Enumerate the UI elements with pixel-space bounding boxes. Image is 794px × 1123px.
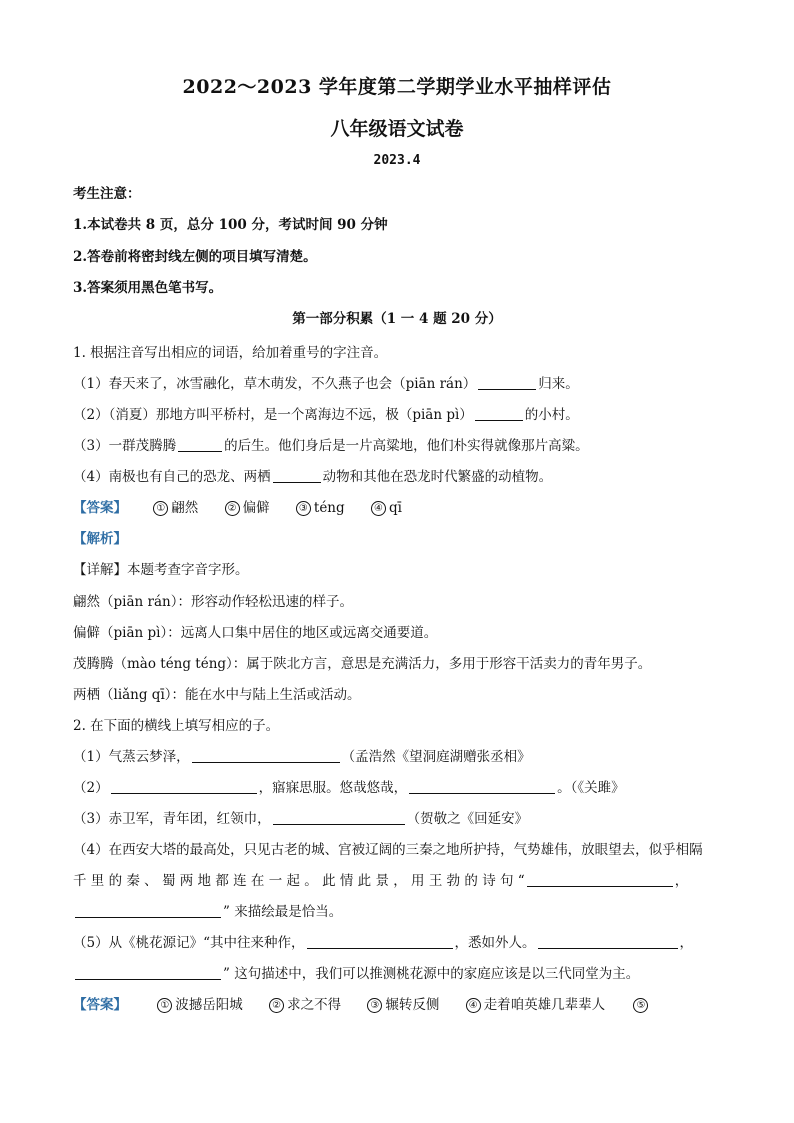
answer-blank[interactable]: [75, 903, 221, 918]
item-text: 的小村。: [524, 407, 579, 423]
circled-number: ①: [153, 501, 168, 516]
notice-item: 3.答案须用黑色笔书写。: [73, 280, 223, 296]
answer-blank[interactable]: [478, 375, 536, 390]
notice-heading: 考生注意：: [73, 186, 141, 202]
explanation-line: 翩然（piān rán）：形容动作轻松迅速的样子。: [73, 594, 353, 610]
question-1-answer: [73, 496, 402, 516]
answer-item: [225, 496, 270, 516]
answer-text: 求之不得: [287, 997, 342, 1013]
notice-item: 1.本试卷共 8 页，总分 100 分，考试时间 90 分钟: [73, 217, 388, 233]
item-text: （1）气蒸云梦泽，: [73, 749, 190, 765]
item-text: 千 里 的 秦 、 蜀 两 地 都 连 在 一 起 。 此 情 此 景 ， 用 王 勃 的 诗 句 “: [73, 873, 525, 889]
answer-blank[interactable]: [307, 934, 453, 949]
circled-number: ①: [157, 998, 172, 1013]
answer-item: [466, 993, 606, 1013]
answer-tag: 【答案】: [73, 997, 127, 1013]
answer-blank[interactable]: [409, 779, 555, 794]
answer-text: téng: [313, 500, 345, 516]
circled-number: ②: [225, 501, 240, 516]
item-text: （5）从《桃花源记》“其中往来种作，: [73, 935, 305, 951]
item-text: 动物和其他在恐龙时代繁盛的动植物。: [322, 469, 553, 485]
item-text: ，悉如外人。: [454, 935, 536, 951]
circled-number: ⑤: [633, 998, 648, 1013]
circled-number: ②: [269, 998, 284, 1013]
exam-date: 2023.4: [373, 153, 421, 168]
item-text: ” 这句描述中，我们可以推测桃花源中的家庭应该是以三代同堂为主。: [223, 966, 640, 982]
answer-blank[interactable]: [111, 779, 257, 794]
circled-number: ③: [296, 501, 311, 516]
answer-item: [153, 496, 198, 516]
item-text: ，寤寐思服。悠哉悠哉，: [258, 780, 408, 796]
item-text: （孟浩然《望洞庭湖赠张丞相》: [341, 749, 531, 765]
question-1-item: [73, 465, 552, 485]
question-2-item: [73, 931, 693, 951]
answer-item: [633, 997, 651, 1013]
item-text: 的后生。他们身后是一片高粱地，他们朴实得就像那片高粱。: [224, 438, 589, 454]
answer-blank[interactable]: [273, 468, 321, 483]
item-text: 归来。: [538, 376, 579, 392]
item-text: ” 来描绘最是恰当。: [223, 904, 343, 920]
answer-item: [371, 500, 402, 516]
item-text: ，: [674, 873, 689, 889]
item-text: （2）: [73, 780, 109, 796]
exam-subtitle: 八年级语文试卷: [330, 118, 464, 140]
section-heading: 第一部分积累（1 一 4 题 20 分）: [292, 311, 502, 327]
question-2-item: [73, 962, 639, 982]
question-2-item: [73, 807, 528, 827]
item-text: 。（《关雎》: [557, 780, 625, 796]
question-1-stem: 1. 根据注音写出相应的词语，给加着重号的字注音。: [73, 345, 388, 361]
item-text: （1）春天来了，冰雪融化，草木萌发，不久燕子也会（piān rán）: [73, 376, 477, 392]
detail-text: 本题考查字音字形。: [127, 562, 249, 578]
item-text: （2）（消夏）那地方叫平桥村，是一个离海边不远，极（piān pì）: [73, 407, 473, 423]
answer-blank[interactable]: [538, 934, 678, 949]
answer-item: [367, 993, 439, 1013]
question-2-answer: [73, 993, 651, 1013]
answer-tag: 【答案】: [73, 500, 127, 516]
circled-number: ③: [367, 998, 382, 1013]
detail-tag: 【详解】: [73, 562, 127, 578]
answer-blank[interactable]: [527, 872, 673, 887]
answer-text: 偏僻: [242, 500, 270, 516]
answer-blank[interactable]: [75, 965, 221, 980]
question-2-item: [73, 838, 703, 858]
explanation-line: 偏僻（piān pì）：远离人口集中居住的地区或远离交通要道。: [73, 625, 438, 641]
answer-item: [296, 500, 345, 516]
answer-text: 波撼岳阳城: [175, 997, 243, 1013]
explanation-line: 茂腾腾（mào téng téng）：属于陕北方言，意思是充满活力，多用于形容干活卖力的青年男子。: [73, 656, 652, 672]
explanation-line: 两栖（liǎng qī）：能在水中与陆上生活或活动。: [73, 687, 361, 703]
item-text: （4）在西安大塔的最高处，只见古老的城、宫被辽阔的三秦之地所护持，气势雄伟，放眼望去，似乎相隔: [73, 842, 703, 858]
answer-item: [157, 993, 243, 1013]
question-1-item: [73, 403, 579, 423]
answer-blank[interactable]: [273, 810, 405, 825]
notice-item: 2.答卷前将密封线左侧的项目填写清楚。: [73, 249, 317, 265]
item-text: （3）一群茂腾腾: [73, 438, 177, 454]
circled-number: ④: [466, 998, 481, 1013]
answer-blank[interactable]: [475, 406, 523, 421]
question-2-item: [73, 869, 688, 889]
item-text: （3）赤卫军，青年团，红领巾，: [73, 811, 271, 827]
analysis-tag: 【解析】: [73, 531, 127, 547]
question-1-item: [73, 372, 579, 392]
question-1-item: [73, 434, 589, 454]
answer-text: 走着咱英雄几辈辈人: [483, 997, 606, 1013]
answer-item: [269, 993, 341, 1013]
question-2-item: [73, 900, 342, 920]
circled-number: ④: [371, 501, 386, 516]
detail-line: [73, 558, 249, 578]
answer-text: 翩然: [171, 500, 199, 516]
exam-title: 2022～2023 学年度第二学期学业水平抽样评估: [182, 76, 612, 98]
answer-text: 辗转反侧: [385, 997, 440, 1013]
item-text: （4）南极也有自己的恐龙、两栖: [73, 469, 271, 485]
item-text: ，: [679, 935, 693, 951]
question-2-item: [73, 776, 625, 796]
question-2-stem: 2. 在下面的横线上填写相应的子。: [73, 718, 280, 734]
answer-blank[interactable]: [178, 437, 222, 452]
question-2-item: [73, 745, 531, 765]
answer-text: qī: [388, 500, 402, 516]
item-text: （贺敬之《回延安》: [406, 811, 529, 827]
answer-blank[interactable]: [192, 748, 340, 763]
